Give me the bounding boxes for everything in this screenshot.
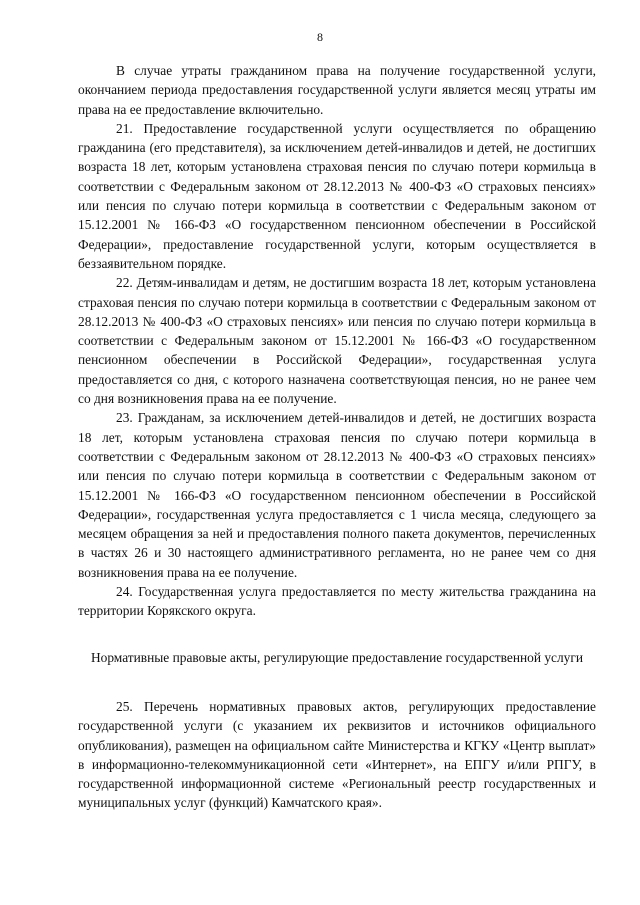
paragraph-21: 21. Предоставление государственной услуги осуществляется по обращению гражданина (его представителя), за исключением детей-инвалидов и детей, не достигших возраста 18 лет, которым установлена страховая пенсия по случаю потери кормильца в соответствии с Федеральным законом от 28.12.2013 № 400-ФЗ «О страховых пенсиях» или пенсия по случаю потери кормильца в соответствии с Федеральным законом от 15.12.2001 № 166-ФЗ «О государственном пенсионном обеспечении в Российской Федерации», предоставление государственной услуги, которым осуществляется в беззаявительном порядке.	[78, 120, 596, 271]
document-body	[78, 61, 596, 813]
paragraph-25: 25. Перечень нормативных правовых актов, регулирующих предоставление государственной услуги (с указанием их реквизитов и источников официального опубликования), размещен на официальном сайте Министерства и КГКУ «Центр выплат» в информационно-телекоммуникационной сети «Интернет», на ЕПГУ и/или РПГУ, в государственной информационной системе «Региональный реестр государственных и муниципальных услуг (функций) Камчатского края».	[78, 698, 596, 811]
section-heading: Нормативные правовые акты, регулирующие предоставление государственной услуги	[90, 649, 584, 665]
page-number: 8	[317, 30, 323, 44]
paragraph-23: 23. Гражданам, за исключением детей-инвалидов и детей, не достигших возраста 18 лет, которым установлена страховая пенсия по случаю потери кормильца в соответствии с Федеральным законом от 28.12.2013 № 400-ФЗ «О страховых пенсиях» или пенсия по случаю потери кормильца в соответствии с Федеральным законом от 15.12.2001 № 166-ФЗ «О государственном пенсионном обеспечении в Российской Федерации», государственная услуга предоставляется с 1 числа месяца, следующего за месяцем обращения за ней и предоставления полного пакета документов, перечисленных в частях 26 и 30 настоящего административного регламента, но не ранее чем со дня возникновения права на ее получение.	[78, 410, 596, 580]
paragraph-loss-of-right: В случае утраты гражданином права на получение государственной услуги, окончанием периода предоставления государственной услуги является месяц утраты им права на ее предоставление включительно.	[78, 63, 596, 117]
paragraph-22: 22. Детям-инвалидам и детям, не достигшим возраста 18 лет, которым установлена страховая пенсия по случаю потери кормильца в соответствии с Федеральным законом от 28.12.2013 № 400-ФЗ «О страховых пенсиях» или пенсия по случаю потери кормильца в соответствии с Федеральным законом от 15.12.2001 № 166-ФЗ «О государственном пенсионном обеспечении в Российской Федерации», государственная услуга предоставляется со дня, с которого назначена соответствующая пенсия, но не ранее чем со дня возникновения права на ее получение.	[78, 275, 596, 407]
paragraph-24: 24. Государственная услуга предоставляется по месту жительства гражданина на территории Корякского округа.	[78, 584, 596, 619]
